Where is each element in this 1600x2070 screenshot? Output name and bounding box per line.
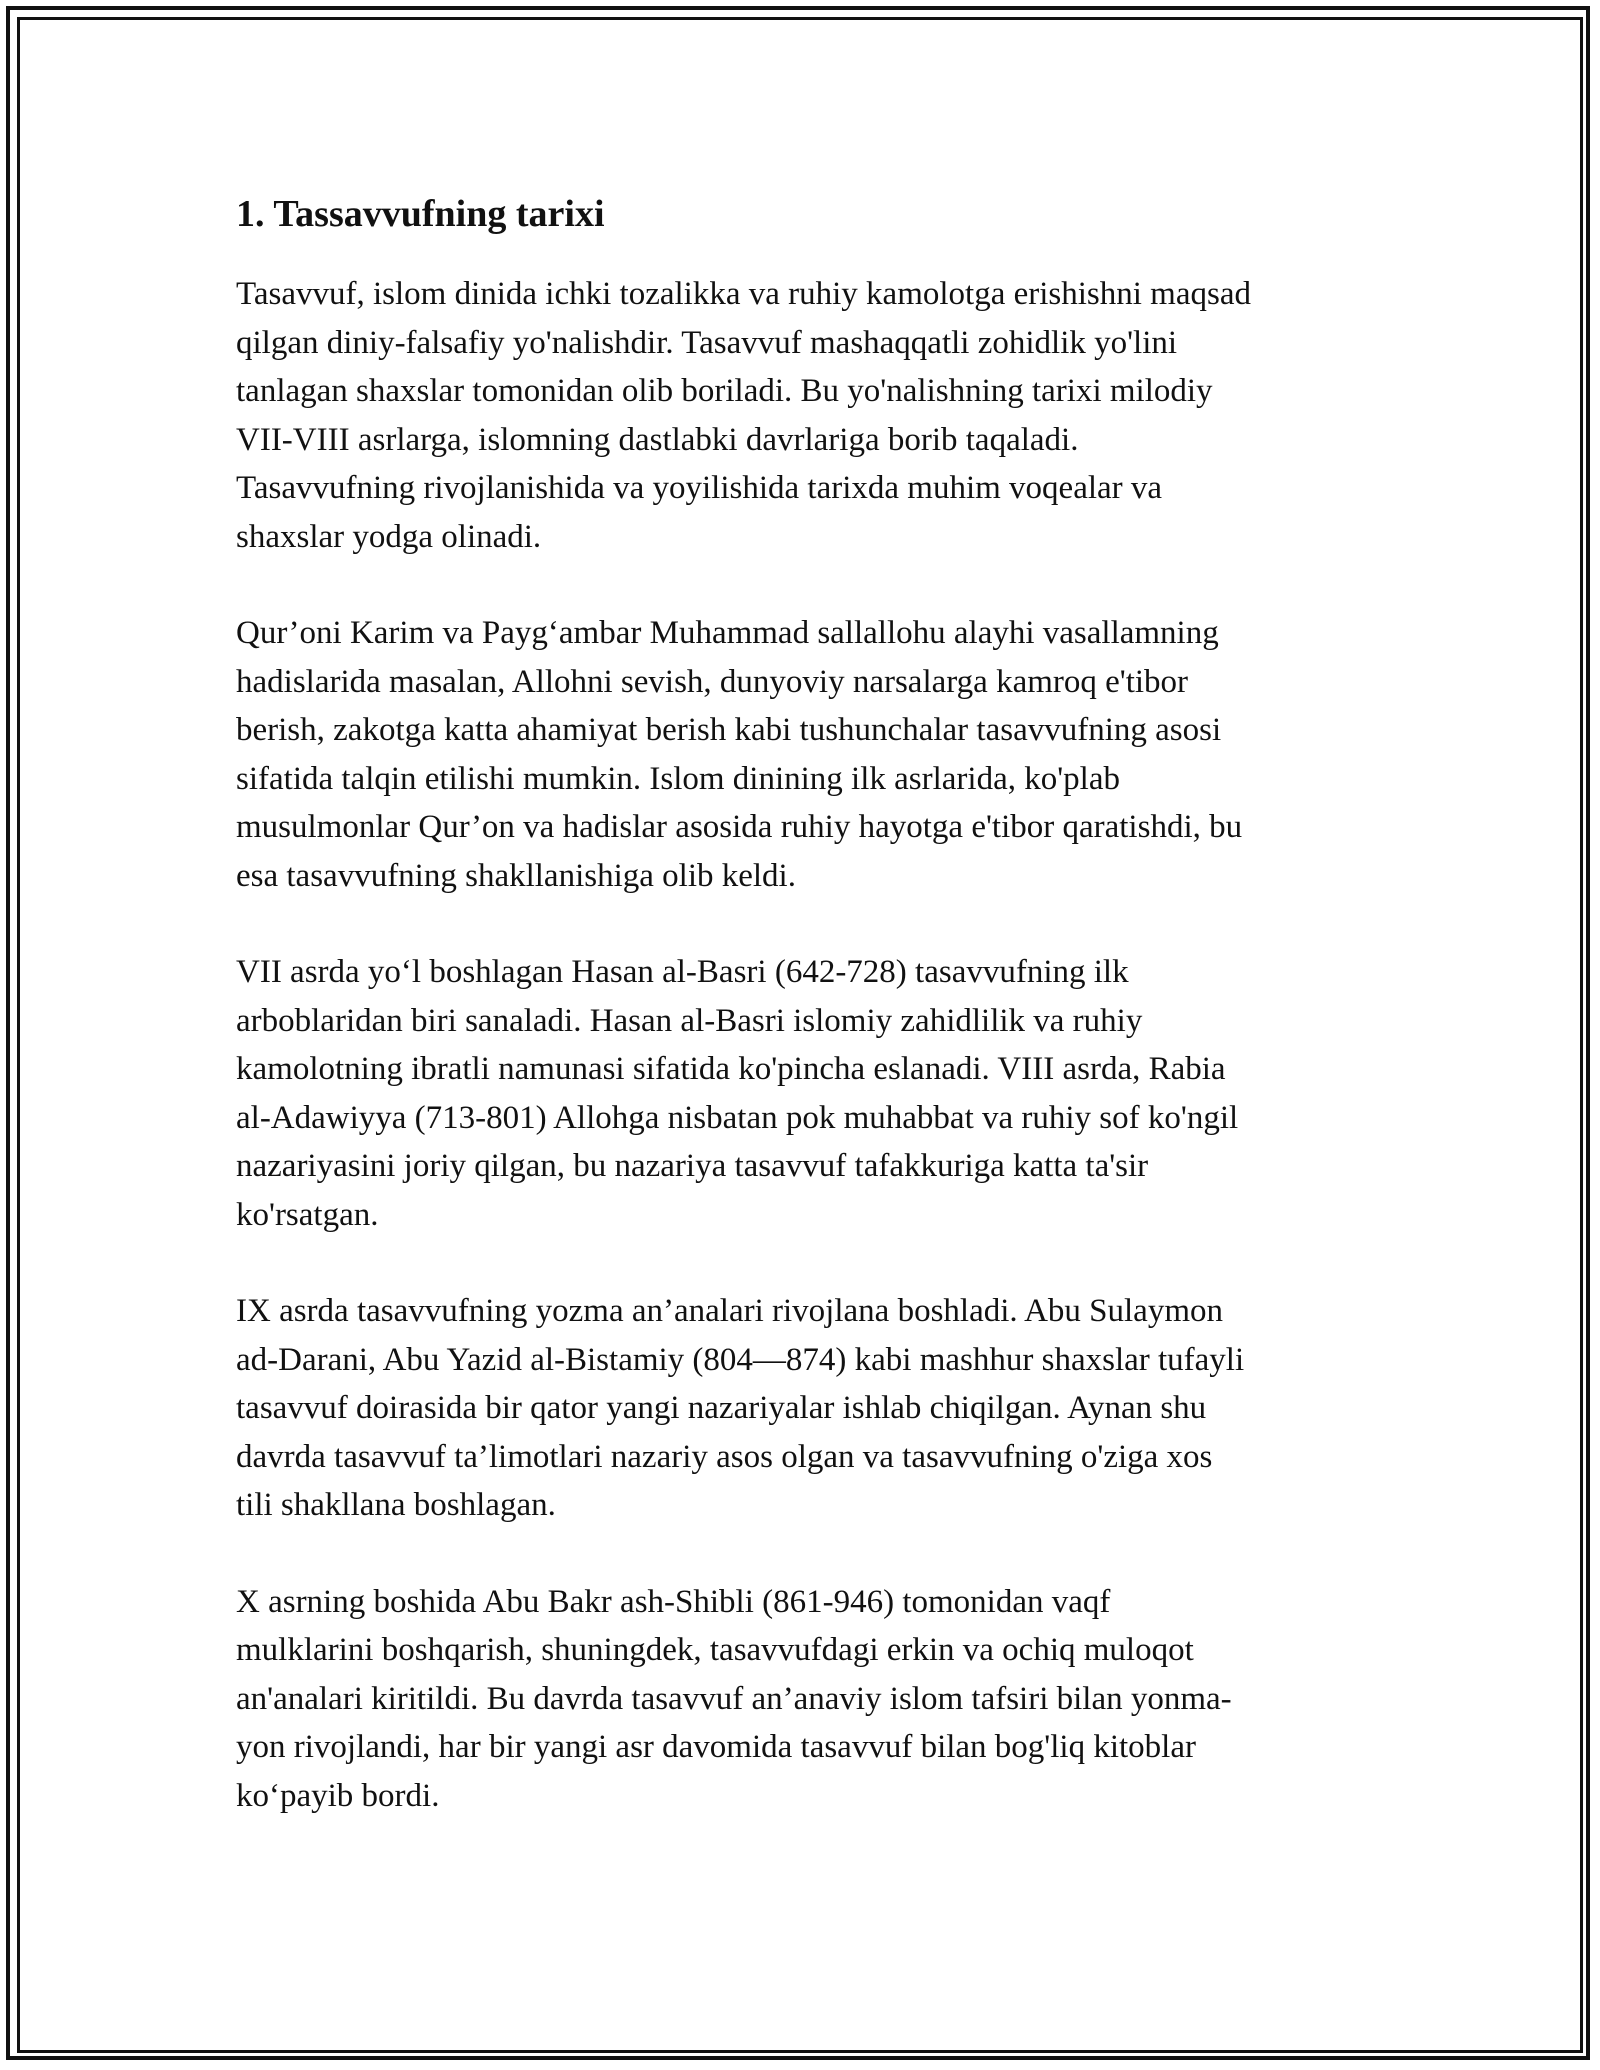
section-title: 1. Tassavvufning tarixi — [236, 193, 605, 235]
paragraph-4: IX asrda tasavvufning yozma an’analari rivojlana boshladi. Abu Sulaymon ad-Darani, Abu Yazid al-Bistamiy (804—874) kabi mashhur shaxslar tufayli tasavvuf doirasida bir qator yangi nazariyalar ishlab chiqilgan. Aynan shu davrda tasavvuf ta’limotlari nazariy asos olgan va tasavvufning o'ziga xos tili shakllana boshlagan. — [236, 1293, 1245, 1523]
paragraph-1: Tasavvuf, islom dinida ichki tozalikka va ruhiy kamolotga erishishni maqsad qilgan diniy-falsafiy yo'nalishdir. Tasavvuf mashaqqatli zohidlik yo'lini tanlagan shaxslar tomonidan olib boriladi. Bu yo'nalishning tarixi milodiy VII-VIII asrlarga, islomning dastlabki davrlariga borib taqaladi. Tasavvufning rivojlanishida va yoyilishida tarixda muhim voqealar va shaxslar yodga olinadi. — [236, 276, 1251, 555]
document-body — [236, 186, 1376, 1868]
paragraph-5: X asrning boshida Abu Bakr ash-Shibli (861-946) tomonidan vaqf mulklarini boshqarish, shuningdek, tasavvufdagi erkin va ochiq muloqot an'analari kiritildi. Bu davrda tasavvuf an’anaviy islom tafsiri bilan yonma- yon rivojlandi, har bir yangi asr davomida tasavvuf bilan bog'liq kitoblar ko‘payib bordi. — [236, 1583, 1232, 1814]
paragraph-2: Qur’oni Karim va Payg‘ambar Muhammad sallallohu alayhi vasallamning hadislarida masalan, Allohni sevish, dunyoviy narsalarga kamroq e'tibor berish, zakotga katta ahamiyat berish kabi tushunchalar tasavvufning asosi sifatida talqin etilishi mumkin. Islom dinining ilk asrlarida, ko'plab musulmonlar Qur’on va hadislar asosida ruhiy hayotga e'tibor qaratishdi, bu esa tasavvufning shakllanishiga olib keldi. — [236, 615, 1243, 894]
paragraph-3: VII asrda yo‘l boshlagan Hasan al-Basri (642-728) tasavvufning ilk arboblaridan biri sanaladi. Hasan al-Basri islomiy zahidlilik va ruhiy kamolotning ibratli namunasi sifatida ko'pincha eslanadi. VIII asrda, Rabia al-Adawiyya (713-801) Allohga nisbatan pok muhabbat va ruhiy sof ko'ngil nazariyasini joriy qilgan, bu nazariya tasavvuf tafakkuriga katta ta'sir ko'rsatgan. — [236, 954, 1239, 1233]
